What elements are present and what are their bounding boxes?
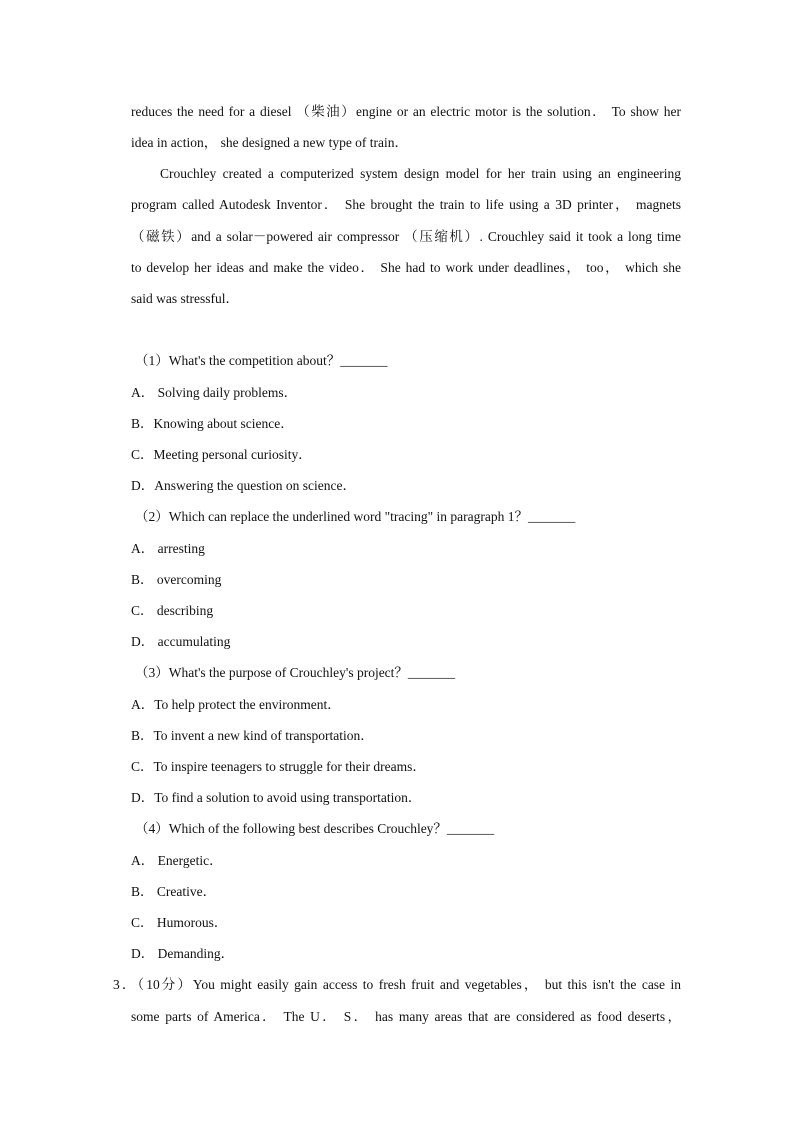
option-c[interactable]: C．Meeting personal curiosity． <box>131 447 312 462</box>
question-stem: （3）What's the purpose of Crouchley's project？_______ <box>135 665 456 680</box>
option-a[interactable]: A． arresting <box>131 541 205 556</box>
option-c[interactable]: C．To inspire teenagers to struggle for their dreams． <box>131 759 426 774</box>
option-a[interactable]: A． Solving daily problems． <box>131 385 298 400</box>
passage-line: said was stressful． <box>131 291 239 306</box>
question-stem: （1）What's the competition about？_______ <box>135 353 388 368</box>
option-c[interactable]: C． Humorous． <box>131 915 228 930</box>
question-stem: （4）Which of the following best describes Crouchley？_______ <box>135 821 495 836</box>
passage-line: idea in action， she designed a new type of train． <box>131 135 409 150</box>
passage-line: reduces the need for a diesel （柴油）engine or an electric motor is the solution． To show her <box>131 104 681 119</box>
question-stem: （2）Which can replace the underlined word "tracing" in paragraph 1？_______ <box>135 509 576 524</box>
option-a[interactable]: A．To help protect the environment． <box>131 697 341 712</box>
option-b[interactable]: B．Knowing about science． <box>131 416 294 431</box>
option-d[interactable]: D．To find a solution to avoid using transportation． <box>131 790 422 805</box>
passage-line: program called Autodesk Inventor． She brought the train to life using a 3D printer， magnets <box>131 197 681 212</box>
option-a[interactable]: A． Energetic． <box>131 853 223 868</box>
passage-line: Crouchley created a computerized system design model for her train using an engineering <box>160 166 681 181</box>
option-b[interactable]: B．To invent a new kind of transportation． <box>131 728 374 743</box>
next-question-line: some parts of America． The U． S． has many areas that are considered as food deserts， <box>131 1009 681 1024</box>
option-d[interactable]: D．Answering the question on science． <box>131 478 356 493</box>
option-b[interactable]: B． Creative． <box>131 884 217 899</box>
option-c[interactable]: C． describing <box>131 603 214 618</box>
next-question-line: 3．（10分）You might easily gain access to fresh fruit and vegetables， but this isn't the case in <box>113 977 681 992</box>
option-b[interactable]: B． overcoming <box>131 572 222 587</box>
option-d[interactable]: D． accumulating <box>131 634 231 649</box>
passage-line: to develop her ideas and make the video． She had to work under deadlines， too， which she <box>131 260 681 275</box>
passage-line: （磁铁）and a solar－powered air compressor （压缩机）. Crouchley said it took a long time <box>131 229 681 244</box>
option-d[interactable]: D． Demanding． <box>131 946 235 961</box>
